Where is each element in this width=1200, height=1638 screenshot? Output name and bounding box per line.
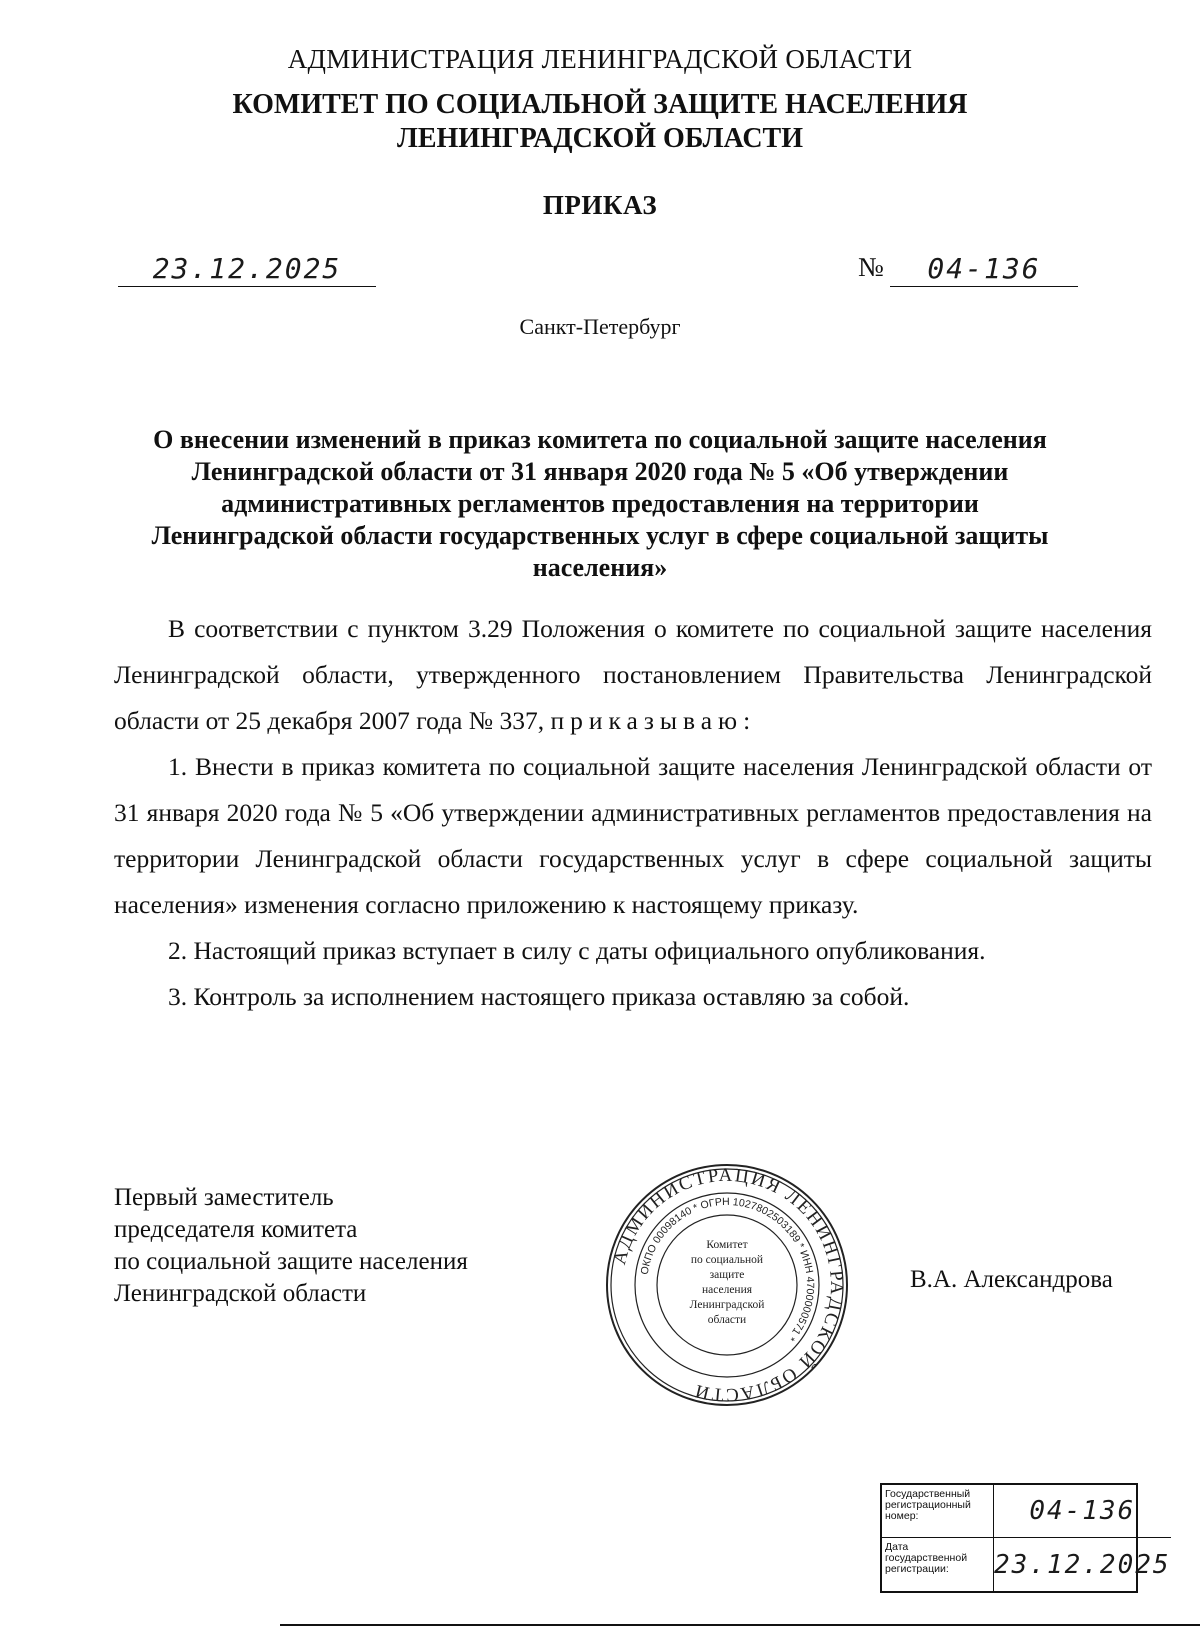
- number-sign: №: [858, 252, 884, 282]
- preamble: [114, 606, 1152, 744]
- seal-center-line-5: Ленинградской: [689, 1299, 765, 1311]
- registration-date-cell: [994, 1538, 1171, 1591]
- signer-position-line-3: по социальной защите населения: [114, 1248, 468, 1275]
- seal-inner-text: ОКПО 00098140 * ОГРН 1027802503189 * ИНН 4700000571 *: [638, 1195, 817, 1344]
- item-3: 3. Контроль за исполнением настоящего приказа оставляю за собой.: [168, 982, 910, 1011]
- signer-position-line-1: Первый заместитель: [114, 1184, 334, 1211]
- committee-header: [0, 88, 1200, 156]
- seal-center-line-2: по социальной: [690, 1254, 764, 1266]
- seal-outer-text: АДМИНИСТРАЦИЯ ЛЕНИНГРАДСКОЙ ОБЛАСТИ: [609, 1164, 848, 1406]
- preamble-text: В соответствии с пунктом 3.29 Положения о комитете по социальной защите населения Ленинградской области, утвержденного постановлением Правительства Ленинградской области от 25 декабря 2007 года № 337,: [114, 614, 1152, 735]
- signer-name: В.А. Александрова: [910, 1266, 1113, 1293]
- seal-center-line-3: защите: [709, 1269, 745, 1281]
- committee-line-1: КОМИТЕТ ПО СОЦИАЛЬНОЙ ЗАЩИТЕ НАСЕЛЕНИЯ: [232, 89, 968, 120]
- signer-position: [114, 1182, 468, 1310]
- registration-number: 04-136: [1029, 1496, 1136, 1526]
- official-seal-icon: [604, 1162, 850, 1408]
- preamble-command: приказываю:: [550, 706, 757, 735]
- item-1: 1. Внести в приказ комитета по социальной защите населения Ленинградской области от 31 января 2020 года № 5 «Об утверждении административных регламентов предоставления на территории Ленинградской области государственных услуг в сфере социальной защиты населения» изменения согласно приложению к настоящему приказу.: [114, 752, 1152, 919]
- order-number-field: [890, 252, 1078, 287]
- page-bottom-rule: [280, 1624, 1200, 1626]
- document-title: О внесении изменений в приказ комитета по социальной защите населения Ленинградской области от 31 января 2020 года № 5 «Об утверждении административных регламентов предоставления на территории Ленинградской области государственных услуг в сфере социальной защиты населения»: [151, 425, 1049, 582]
- registration-number-label: Государственный регистрационный номер:: [882, 1485, 994, 1538]
- registration-number-cell: [994, 1485, 1171, 1538]
- order-date-field: [118, 252, 376, 287]
- item-2: 2. Настоящий приказ вступает в силу с даты официального опубликования.: [168, 936, 986, 965]
- registration-date-label: Дата государственной регистрации:: [882, 1538, 994, 1591]
- registration-stamp: [880, 1483, 1171, 1593]
- seal-center-line-1: Комитет: [706, 1239, 748, 1251]
- committee-line-2: ЛЕНИНГРАДСКОЙ ОБЛАСТИ: [396, 123, 804, 154]
- registration-date: 23.12.2025: [994, 1549, 1171, 1580]
- document-body: [114, 606, 1152, 1020]
- order-date: 23.12.2025: [152, 252, 342, 285]
- seal-center-line-4: населения: [701, 1284, 753, 1296]
- document-type: ПРИКАЗ: [542, 190, 658, 220]
- signer-position-line-4: Ленинградской области: [114, 1280, 367, 1307]
- administration-header: АДМИНИСТРАЦИЯ ЛЕНИНГРАДСКОЙ ОБЛАСТИ: [287, 44, 913, 74]
- city: Санкт-Петербург: [519, 314, 681, 339]
- signer-position-line-2: председателя комитета: [114, 1216, 358, 1243]
- seal-center-line-6: области: [707, 1314, 747, 1326]
- order-number: 04-136: [927, 252, 1041, 285]
